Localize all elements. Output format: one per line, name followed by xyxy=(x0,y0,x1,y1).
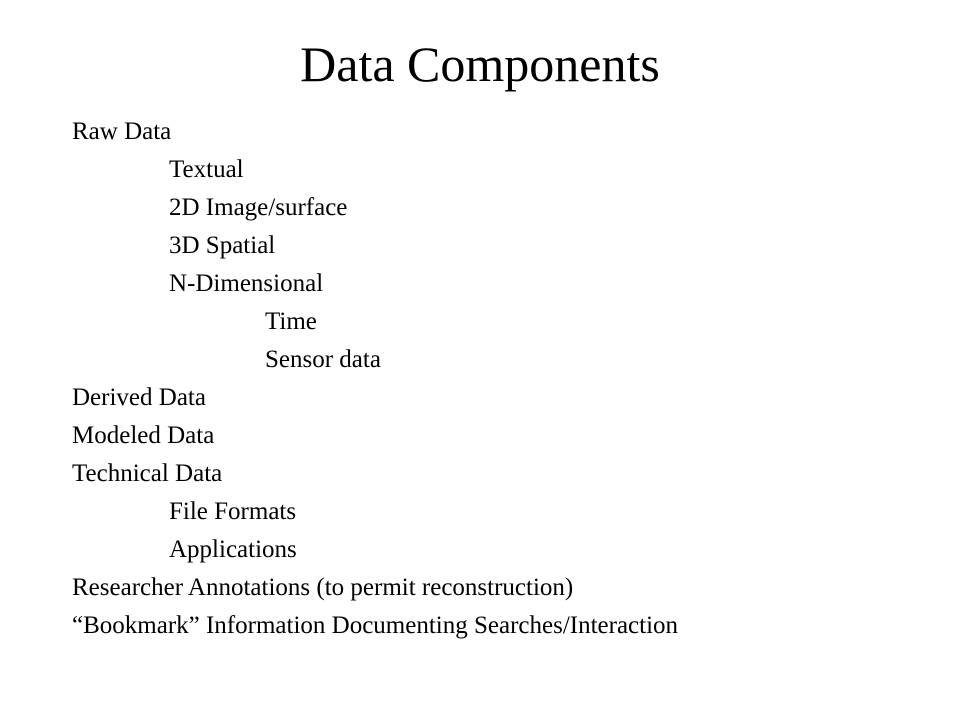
outline-item-raw-data: Raw Data xyxy=(72,118,172,145)
outline-item-bookmark-information: “Bookmark” Information Documenting Searches/Interaction xyxy=(72,612,679,639)
outline-item-derived-data: Derived Data xyxy=(72,384,206,411)
outline-item-sensor-data: Sensor data xyxy=(265,346,381,373)
outline-item-n-dimensional: N-Dimensional xyxy=(169,270,324,297)
slide-title: Data Components xyxy=(300,36,660,92)
outline-item-time: Time xyxy=(265,308,317,335)
outline-item-applications: Applications xyxy=(169,536,297,563)
outline-item-3d-spatial: 3D Spatial xyxy=(169,232,276,259)
outline-list xyxy=(72,113,932,645)
outline-item-technical-data: Technical Data xyxy=(72,460,223,487)
outline-item-textual: Textual xyxy=(169,156,244,183)
outline-item-researcher-annotations: Researcher Annotations (to permit reconstruction) xyxy=(72,574,574,601)
outline-item-2d-image-surface: 2D Image/surface xyxy=(169,194,348,221)
outline-item-file-formats: File Formats xyxy=(169,498,297,525)
outline-item-modeled-data: Modeled Data xyxy=(72,422,215,449)
